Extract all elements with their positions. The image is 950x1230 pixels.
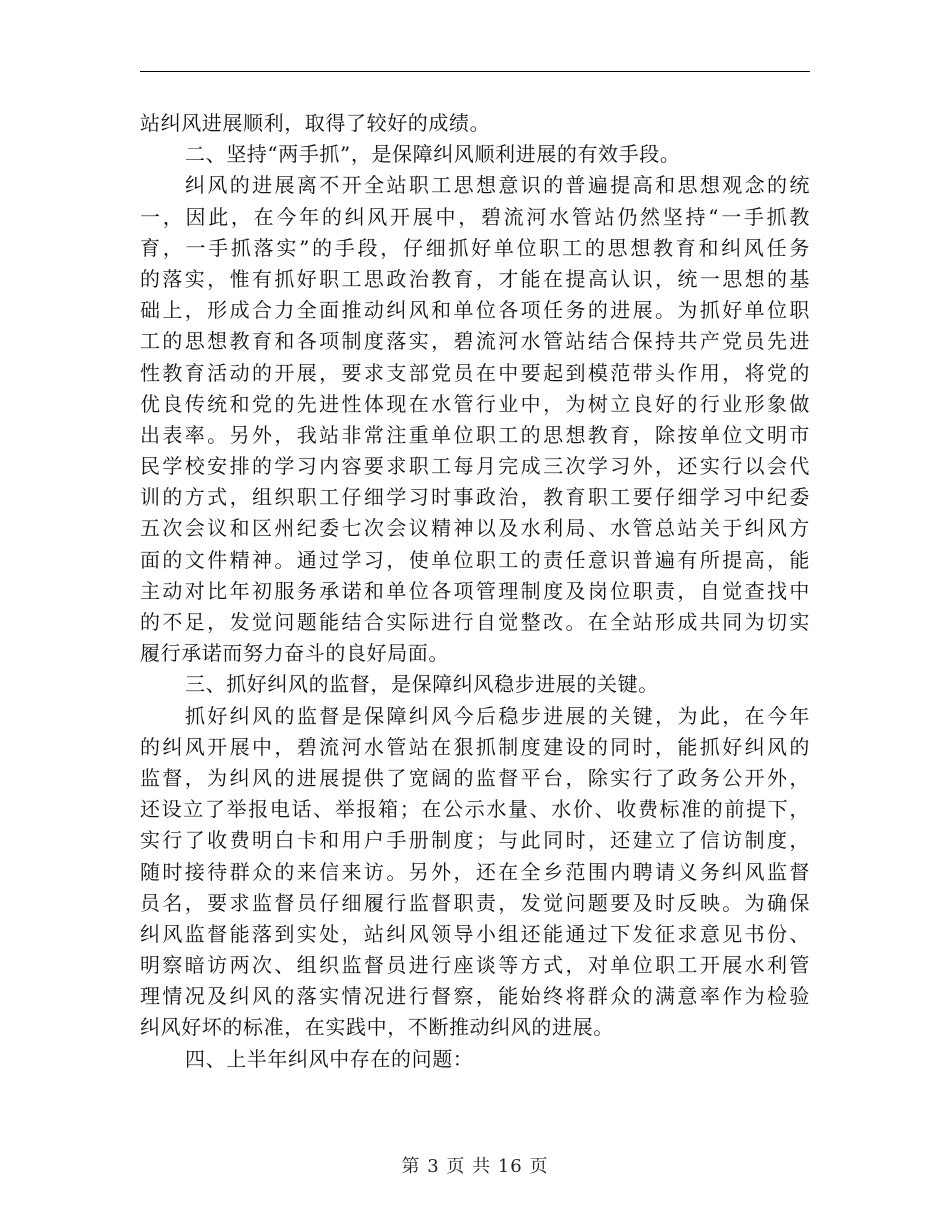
text-line: 四、上半年纠风中存在的问题：	[185, 1046, 474, 1071]
text-line: 五次会议和区州纪委七次会议精神以及水利局、水管总站关于纠风方	[140, 516, 810, 541]
text-line: 面的文件精神。通过学习，使单位职工的责任意识普遍有所提高，能	[140, 547, 810, 572]
text-line: 员名，要求监督员仔细履行监督职责，发觉问题要及时反映。为确保	[140, 890, 810, 915]
header-rule	[140, 71, 810, 72]
text-line: 训的方式，组织职工仔细学习时事政治，教育职工要仔细学习中纪委	[140, 485, 810, 510]
text-line: 纠风的进展离不开全站职工思想意识的普遍提高和思想观念的统	[185, 173, 810, 198]
text-line: 主动对比年初服务承诺和单位各项管理制度及岗位职责，自觉查找中	[140, 578, 810, 603]
text-line: 纠风监督能落到实处，站纠风领导小组还能通过下发征求意见书份、	[140, 921, 810, 946]
text-line: 民学校安排的学习内容要求职工每月完成三次学习外，还实行以会代	[140, 454, 810, 479]
text-line: 工的思想教育和各项制度落实，碧流河水管站结合保持共产党员先进	[140, 329, 810, 354]
text-line: 实行了收费明白卡和用户手册制度；与此同时，还建立了信访制度，	[140, 828, 810, 853]
text-line: 三、抓好纠风的监督，是保障纠风稳步进展的关键。	[185, 672, 659, 697]
document-body	[140, 108, 810, 1075]
text-line: 的纠风开展中，碧流河水管站在狠抓制度建设的同时，能抓好纠风的	[140, 734, 810, 759]
text-line: 础上，形成合力全面推动纠风和单位各项任务的进展。为抓好单位职	[140, 298, 810, 323]
text-line: 的落实，惟有抓好职工思政治教育，才能在提高认识，统一思想的基	[140, 266, 810, 291]
text-line: 还设立了举报电话、举报箱；在公示水量、水价、收费标准的前提下，	[140, 797, 810, 822]
page-footer: 第 3 页 共 16 页	[401, 1156, 549, 1177]
text-line: 优良传统和党的先进性体现在水管行业中，为树立良好的行业形象做	[140, 391, 810, 416]
text-line: 二、坚持“两手抓”，是保障纠风顺利进展的有效手段。	[185, 142, 681, 167]
text-line: 性教育活动的开展，要求支部党员在中要起到模范带头作用，将党的	[140, 360, 810, 385]
text-line: 理情况及纠风的落实情况进行督察，能始终将群众的满意率作为检验	[140, 984, 810, 1009]
text-line: 抓好纠风的监督是保障纠风今后稳步进展的关键，为此，在今年	[185, 703, 810, 728]
text-line: 纠风好坏的标准，在实践中，不断推动纠风的进展。	[140, 1015, 614, 1040]
text-line: 站纠风进展顺利，取得了较好的成绩。	[140, 111, 491, 135]
text-line: 履行承诺而努力奋斗的良好局面。	[140, 641, 449, 666]
text-line: 出表率。另外，我站非常注重单位职工的思想教育，除按单位文明市	[140, 422, 810, 447]
text-line: 的不足，发觉问题能结合实际进行自觉整改。在全站形成共同为切实	[140, 610, 810, 634]
text-line: 育，一手抓落实”的手段，仔细抓好单位职工的思想教育和纠风任务	[140, 235, 810, 260]
text-line: 监督，为纠风的进展提供了宽阔的监督平台，除实行了政务公开外，	[140, 765, 810, 790]
text-line: 明察暗访两次、组织监督员进行座谈等方式，对单位职工开展水利管	[140, 953, 810, 978]
text-line: 随时接待群众的来信来访。另外，还在全乡范围内聘请义务纠风监督	[140, 859, 810, 884]
text-line: 一，因此，在今年的纠风开展中，碧流河水管站仍然坚持“一手抓教	[140, 204, 810, 229]
